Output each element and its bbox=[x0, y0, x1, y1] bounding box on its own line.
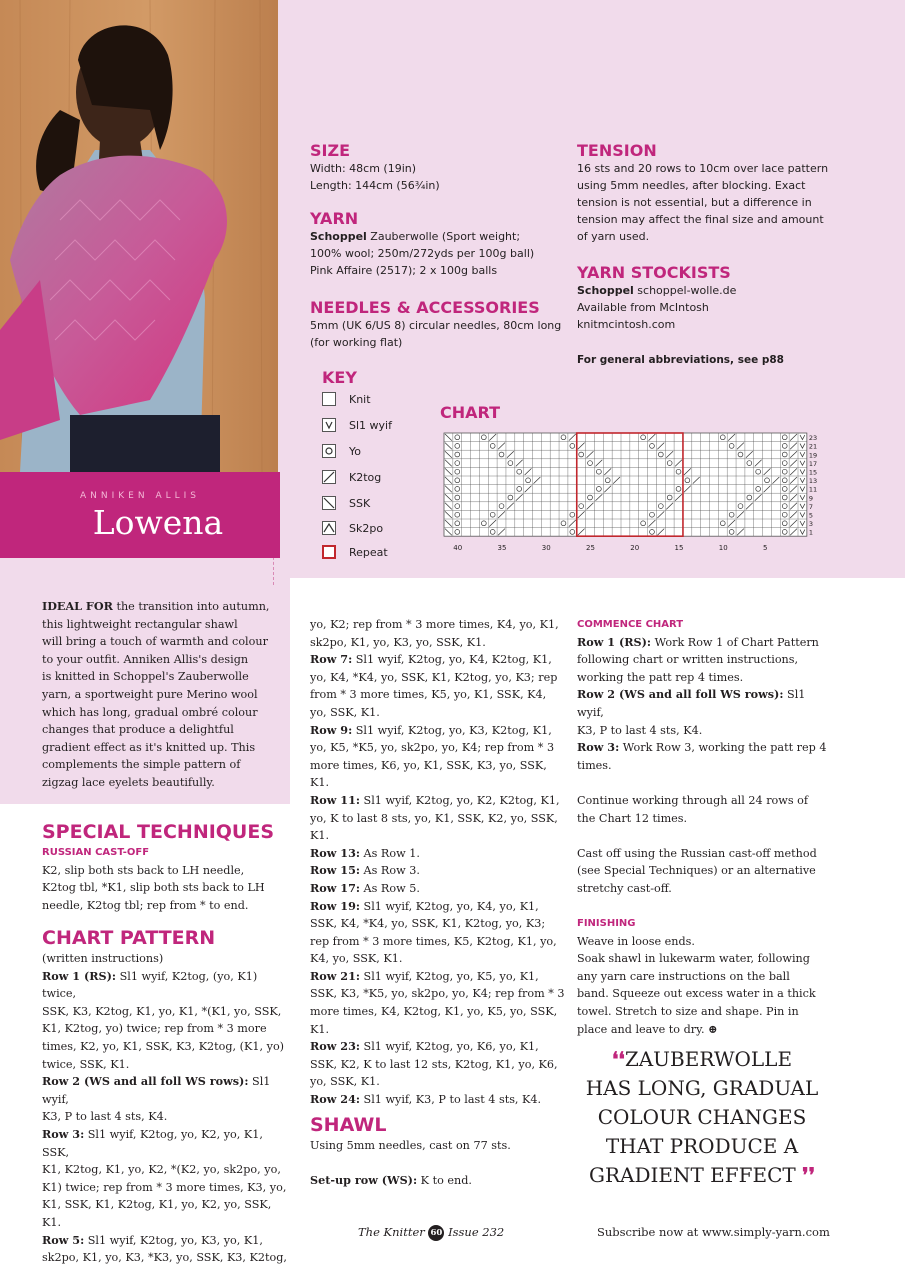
row-17-instruction: Row 17: As Row 5. bbox=[310, 880, 420, 895]
size-section bbox=[310, 142, 440, 194]
yarn-line-2: 100% wool; 250m/272yds per 100g ball) bbox=[310, 247, 535, 260]
quote-line-5: GRADIENT EFFECT ❜❜ bbox=[588, 1163, 816, 1187]
chart-row-label: 21 bbox=[808, 442, 818, 451]
stockists-heading: YARN STOCKISTS bbox=[577, 263, 731, 282]
tension-line: of yarn used. bbox=[577, 230, 650, 243]
tension-line: tension is not essential, but a difference in bbox=[577, 196, 812, 209]
row-23-instruction: Row 23: Sl1 wyif, K2tog, yo, K6, yo, K1, bbox=[310, 1039, 539, 1054]
chart-pattern-heading: CHART PATTERN bbox=[42, 927, 216, 949]
key-item-k2tog bbox=[322, 469, 381, 485]
row-3-instruction: Row 3: Sl1 wyif, K2tog, yo, K2, yo, K1, SSK, bbox=[42, 1126, 263, 1159]
key-label: Sk2po bbox=[349, 521, 384, 535]
written-rows-column: yo, K2; rep from * 3 more times, K4, yo, K1, sk2po, K1, yo, K3, yo, SSK, K1. Row 7: Sl1 wyif, K2tog, yo, K4, K2tog, K1, yo, K4, *K4, yo, SSK, K1, K2tog, yo, K3; rep from * 3 more times, K5, yo, K1, SSK, K4, yo, SSK, K1. Row 9: Sl1 wyif, K2tog, yo, K3, K2tog, K1, yo, K5, *K5, yo, sk2po, yo, K4; rep from * 3 more times, K6, yo, K1, SSK, K3, yo, SSK, K1. Row 11: Sl1 wyif, K2tog, yo, K2, K2tog, K1, yo, K to last 8 sts, yo, K1, SSK, K2, yo, SSK, K1. Row 13: As Row 1. Row 15: As Row 3. Row 17: As Row 5. Row 19: Sl1 wyif, K2tog, yo, K4, yo, K1, SSK, K4, *K4, yo, SSK, K1, K2tog, yo, K3; rep from * 3 more times, K5, K2tog, K1, yo, K4, yo, SSK, K1. Row 21: Sl1 wyif, K2tog, yo, K5, yo, K1, SSK, K3, *K5, yo, sk2po, yo, K4; rep from * 3 more times, K4, K2tog, K1, yo, K5, yo, SSK, K1. Row 23: Sl1 wyif, K2tog, yo, K6, yo, K1, SSK, K2, K to last 12 sts, K2tog, K1, yo, K6, yo, SSK, K1. Row 24: Sl1 wyif, K3, P to last 4 sts, K4. SHAWL Using 5mm needles, cast on 77 sts. Set-up row (WS): K to end. bbox=[310, 616, 565, 1189]
chart-col-label: 30 bbox=[541, 544, 551, 553]
row-7-instruction: Row 7: Sl1 wyif, K2tog, yo, K4, K2tog, K1, bbox=[310, 652, 552, 667]
shawl-text: Using 5mm needles, cast on 77 sts. bbox=[310, 1138, 511, 1152]
page-number: 60 bbox=[428, 1225, 444, 1241]
russian-castoff-heading: RUSSIAN CAST-OFF bbox=[42, 847, 150, 858]
knitting-chart bbox=[440, 430, 830, 564]
footer-magazine: The Knitter 60 Issue 232 bbox=[358, 1225, 505, 1239]
key-label: Knit bbox=[349, 392, 371, 406]
open-quote-icon: ❛❛ bbox=[611, 1047, 625, 1071]
v-square-icon bbox=[322, 418, 336, 432]
chart-row-label: 23 bbox=[808, 434, 818, 443]
chart-row-label: 17 bbox=[808, 459, 818, 468]
caret-square-icon bbox=[322, 521, 336, 535]
commence-row-3: Row 3: Work Row 3, working the patt rep 4 bbox=[577, 740, 827, 755]
stockist-line-3[interactable]: knitmcintosh.com bbox=[577, 318, 676, 331]
shawl-heading: SHAWL bbox=[310, 1113, 387, 1136]
chart-row-label: 13 bbox=[808, 477, 818, 486]
intro-line: this lightweight rectangular shawl bbox=[42, 617, 238, 631]
chart-row-label: 15 bbox=[808, 468, 818, 477]
chart-col-label: 35 bbox=[497, 544, 507, 553]
intro-line: is knitted in Schoppel's Zauberwolle bbox=[42, 670, 249, 684]
end-mark-icon: ⊕ bbox=[708, 1021, 718, 1036]
quote-line: THAT PRODUCE A bbox=[605, 1134, 799, 1158]
intro-line: yarn, a sportweight pure Merino wool bbox=[42, 687, 258, 701]
row-11-instruction: Row 11: Sl1 wyif, K2tog, yo, K2, K2tog, K1, bbox=[310, 792, 560, 807]
intro-line: changes that produce a delightful bbox=[42, 723, 234, 737]
chart-pattern-section: CHART PATTERN (written instructions) Row 1 (RS): Sl1 wyif, K2tog, (yo, K1) twice, SSK, K3, K2tog, K1, yo, K1, *(K1, yo, SSK, K1, K2tog, yo) twice; rep from * 3 more times, K2, yo, K1, SSK, K3, K2tog, (K1, yo) twice, SSK, K1. Row 2 (WS and all foll WS rows): Sl1 wyif, K3, P to last 4 sts, K4. Row 3: Sl1 wyif, K2tog, yo, K2, yo, K1, SSK, K1, K2tog, K1, yo, K2, *(K2, yo, sk2po, yo, K1) twice; rep from * 3 more times, K3, yo, K1, SSK, K1, K2tog, K1, yo, K2, yo, SSK, K1. Row 5: Sl1 wyif, K2tog, yo, K3, yo, K1, sk2po, K1, yo, K3, *K3, yo, SSK, K3, K2tog, bbox=[42, 926, 292, 1267]
chart-col-label: 25 bbox=[586, 544, 595, 553]
stockist-line-2: Available from McIntosh bbox=[577, 301, 709, 314]
chart-col-label: 20 bbox=[630, 544, 640, 553]
tension-line: 16 sts and 20 rows to 10cm over lace pattern bbox=[577, 162, 829, 175]
row-24-instruction: Row 24: Sl1 wyif, K3, P to last 4 sts, K4. bbox=[310, 1092, 542, 1107]
instructions-column: COMMENCE CHART Row 1 (RS): Work Row 1 of Chart Pattern following chart or written instructions, working the patt rep 4 times. Row 2 (WS and all foll WS rows): Sl1 wyif, K3, P to last 4 sts, K4. Row 3: Work Row 3, working the patt rep 4 times. Continue working through all 24 rows of the Chart 12 times. Cast off using the Russian cast-off method (see Special Techniques) or an alternative stretchy cast-off. FINISHING Weave in loose ends. Soak shawl in lukewarm water, following any yarn care instructions on the ball band. Squeeze out excess water in a thick towel. Stretch to size and shape. Pin in place and leave to dry. ⊕ bbox=[577, 616, 832, 1038]
yarn-section bbox=[310, 210, 534, 279]
size-length: Length: 144cm (56¾in) bbox=[310, 179, 440, 192]
key-item-ssk bbox=[322, 495, 370, 511]
special-line: K2, slip both sts back to LH needle, bbox=[42, 863, 245, 877]
chart-heading: CHART bbox=[440, 403, 501, 422]
pattern-title: Lowena bbox=[92, 503, 224, 542]
key-item-repeat bbox=[322, 544, 388, 560]
intro-line: zigzag lace eyelets beautifully. bbox=[42, 775, 215, 789]
intro-text bbox=[42, 598, 282, 792]
finishing-heading: FINISHING bbox=[577, 918, 636, 930]
key-item-sk2po bbox=[322, 520, 383, 536]
row-1-instruction: Row 1 (RS): Sl1 wyif, K2tog, (yo, K1) twice, bbox=[42, 968, 258, 1001]
close-quote-icon: ❜❜ bbox=[802, 1163, 816, 1187]
needles-section bbox=[310, 299, 561, 351]
tension-section bbox=[577, 142, 828, 245]
key-label: Yo bbox=[349, 444, 361, 458]
tension-heading: TENSION bbox=[577, 141, 657, 160]
stockist-brand: Schoppel bbox=[577, 284, 634, 297]
yarn-line-1-text: Zauberwolle (Sport weight; bbox=[366, 230, 521, 243]
chart-row-label: 19 bbox=[808, 451, 818, 460]
commence-row-2: Row 2 (WS and all foll WS rows): Sl1 wyif, bbox=[577, 687, 806, 719]
chart-grid bbox=[440, 430, 830, 560]
chart-col-label: 15 bbox=[674, 544, 684, 553]
intro-line: to your outfit. Anniken Allis's design bbox=[42, 652, 249, 666]
quote-line: COLOUR CHANGES bbox=[597, 1105, 807, 1129]
chart-col-label: 40 bbox=[453, 544, 463, 553]
abbreviations-note: For general abbreviations, see p88 bbox=[577, 354, 784, 366]
chart-row-label: 11 bbox=[808, 485, 818, 494]
backslash-square-icon bbox=[322, 496, 336, 510]
chart-row-label: 3 bbox=[808, 520, 813, 529]
key-item-yo bbox=[322, 443, 361, 459]
commence-chart-heading: COMMENCE CHART bbox=[577, 619, 684, 630]
chart-pattern-sub: (written instructions) bbox=[42, 952, 164, 965]
tension-line: tension may affect the final size and amount bbox=[577, 213, 824, 226]
key-label: K2tog bbox=[349, 470, 382, 484]
key-heading: KEY bbox=[322, 368, 357, 387]
special-techniques-section bbox=[42, 820, 287, 914]
key-item-sl1wyif bbox=[322, 417, 392, 433]
chart-col-label: 10 bbox=[718, 544, 728, 553]
circle-square-icon bbox=[322, 444, 336, 458]
key-label: SSK bbox=[349, 496, 371, 510]
intro-line: gradient effect as it's knitted up. This bbox=[42, 740, 256, 754]
commence-row-1: Row 1 (RS): Work Row 1 of Chart Pattern bbox=[577, 634, 819, 649]
blank-square-icon bbox=[322, 392, 336, 406]
key-label: Repeat bbox=[349, 545, 388, 559]
size-heading: SIZE bbox=[310, 141, 351, 160]
row-2-instruction: Row 2 (WS and all foll WS rows): Sl1 wyif, bbox=[42, 1074, 271, 1106]
intro-line: which has long, gradual ombré colour bbox=[42, 705, 258, 719]
chart-col-label: 5 bbox=[763, 544, 768, 553]
stockist-site[interactable]: schoppel-wolle.de bbox=[633, 284, 737, 297]
yarn-line-1 bbox=[310, 228, 534, 245]
intro-line: will bring a touch of warmth and colour bbox=[42, 635, 268, 649]
row-13-instruction: Row 13: As Row 1. bbox=[310, 845, 420, 860]
yarn-heading: YARN bbox=[310, 209, 359, 228]
chart-row-label: 5 bbox=[808, 511, 813, 520]
footer-subscribe-link[interactable]: Subscribe now at www.simply-yarn.com bbox=[597, 1225, 830, 1239]
red-square-icon bbox=[322, 545, 336, 559]
tension-line: using 5mm needles, after blocking. Exact bbox=[577, 179, 806, 192]
special-line: K2tog tbl, *K1, slip both sts back to LH bbox=[42, 881, 265, 895]
key-item-knit bbox=[322, 391, 371, 407]
stockist-line-1 bbox=[577, 282, 736, 299]
row-15-instruction: Row 15: As Row 3. bbox=[310, 863, 420, 878]
quote-line-1: ❛❛ZAUBERWOLLE bbox=[611, 1047, 793, 1071]
row-5-instruction: Row 5: Sl1 wyif, K2tog, yo, K3, yo, K1, bbox=[42, 1232, 263, 1247]
yarn-brand: Schoppel bbox=[310, 230, 367, 243]
quote-line: HAS LONG, GRADUAL bbox=[585, 1076, 819, 1100]
setup-row: Set-up row (WS): K to end. bbox=[310, 1172, 472, 1187]
stockists-section bbox=[577, 264, 736, 333]
model-photo bbox=[0, 0, 295, 472]
row-19-instruction: Row 19: Sl1 wyif, K2tog, yo, K4, yo, K1, bbox=[310, 898, 539, 913]
slash-square-icon bbox=[322, 470, 336, 484]
yarn-line-3: Pink Affaire (2517); 2 x 100g balls bbox=[310, 264, 498, 277]
row-9-instruction: Row 9: Sl1 wyif, K2tog, yo, K3, K2tog, K1, bbox=[310, 722, 552, 737]
special-heading: SPECIAL TECHNIQUES bbox=[42, 821, 275, 843]
chart-row-label: 7 bbox=[808, 502, 813, 511]
intro-line-1: IDEAL FOR the transition into autumn, bbox=[42, 599, 270, 613]
needles-heading: NEEDLES & ACCESSORIES bbox=[310, 298, 540, 317]
key-label: Sl1 wyif bbox=[349, 418, 392, 432]
needles-line-2: (for working flat) bbox=[310, 336, 403, 349]
intro-lead: IDEAL FOR bbox=[42, 599, 113, 613]
chart-row-label: 1 bbox=[808, 528, 813, 537]
special-line: needle, K2tog tbl; rep from * to end. bbox=[42, 898, 249, 912]
size-width: Width: 48cm (19in) bbox=[310, 162, 417, 175]
intro-line: complements the simple pattern of bbox=[42, 758, 241, 772]
pull-quote bbox=[577, 1045, 827, 1190]
designer-name: ANNIKEN ALLIS bbox=[79, 491, 200, 501]
chart-row-label: 9 bbox=[808, 494, 813, 503]
needles-line-1: 5mm (UK 6/US 8) circular needles, 80cm long bbox=[310, 319, 562, 332]
row-21-instruction: Row 21: Sl1 wyif, K2tog, yo, K5, yo, K1, bbox=[310, 968, 539, 983]
